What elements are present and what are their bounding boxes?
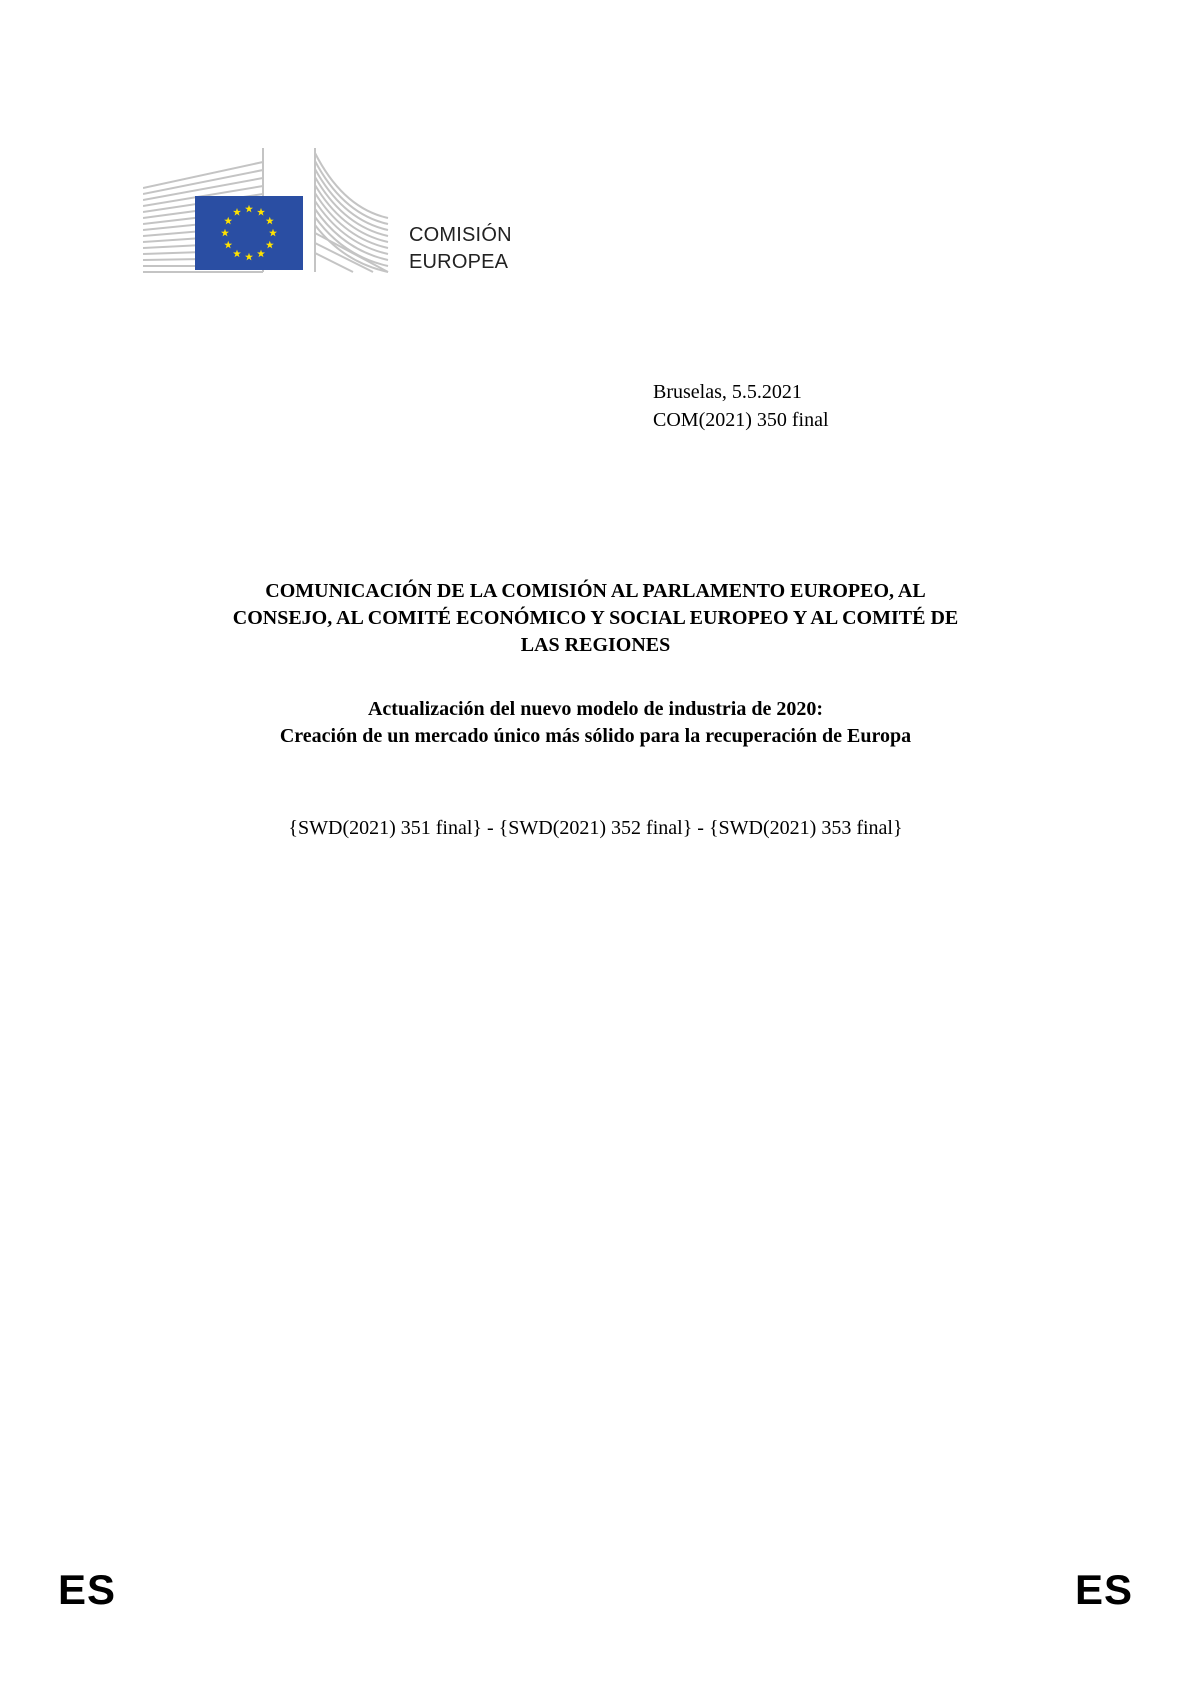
document-reference — [653, 378, 829, 434]
logo-line-2: EUROPEA — [409, 251, 509, 273]
commission-building-flag-icon — [143, 148, 393, 273]
subtitle-line-1: Actualización del nuevo modelo de industria de 2020: — [367, 698, 823, 720]
swd-references: {SWD(2021) 351 final} - {SWD(2021) 352 final} - {SWD(2021) 353 final} — [288, 817, 903, 839]
language-code-right: ES — [1075, 1566, 1134, 1613]
logo-line-1: COMISIÓN — [409, 224, 512, 246]
title-line-1: COMUNICACIÓN DE LA COMISIÓN AL PARLAMENTO EUROPEO, AL — [265, 580, 926, 602]
title-line-3: LAS REGIONES — [520, 634, 671, 656]
title-line-2: CONSEJO, AL COMITÉ ECONÓMICO Y SOCIAL EUROPEO Y AL COMITÉ DE — [232, 607, 959, 629]
subtitle-line-2: Creación de un mercado único más sólido para la recuperación de Europa — [279, 725, 912, 747]
document-subtitle — [120, 696, 1071, 750]
document-title — [120, 578, 1071, 659]
document-number: COM(2021) 350 final — [653, 409, 829, 431]
logo-wordmark — [409, 222, 512, 276]
european-commission-logo — [143, 148, 523, 273]
language-code-left: ES — [58, 1566, 117, 1613]
place-date: Bruselas, 5.5.2021 — [653, 381, 802, 403]
